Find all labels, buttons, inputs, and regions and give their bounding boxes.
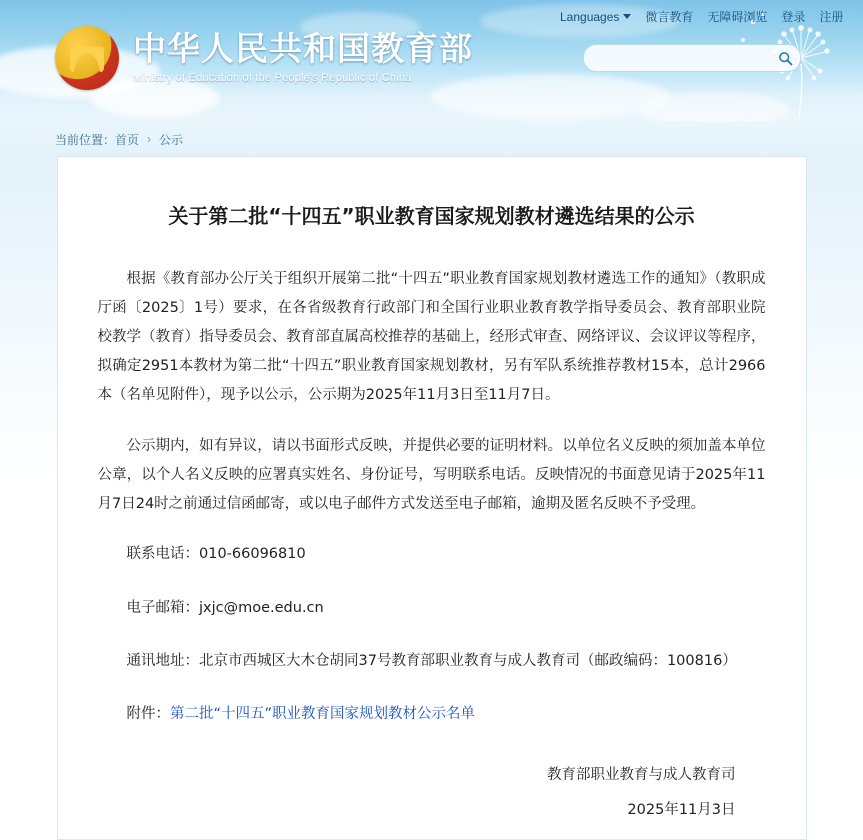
- languages-label: Languages: [560, 9, 620, 24]
- attachment-link[interactable]: 第二批“十四五”职业教育国家规划教材公示名单: [170, 705, 476, 722]
- article-container: [57, 156, 807, 840]
- search-icon[interactable]: [772, 46, 798, 70]
- breadcrumb-item-home[interactable]: 首页: [115, 132, 140, 147]
- breadcrumb: [0, 122, 863, 156]
- contact-address-label: 通讯地址：: [126, 653, 199, 670]
- search-input[interactable]: [584, 47, 772, 69]
- attachment-row: [98, 702, 766, 723]
- publish-date: 2025年11月3日: [627, 801, 736, 818]
- page-title: 关于第二批“十四五”职业教育国家规划教材遴选结果的公示: [168, 204, 695, 228]
- page-background: [0, 156, 863, 818]
- signature: 教育部职业教育与成人教育司: [547, 766, 736, 783]
- attachment-label: 附件：: [126, 705, 170, 722]
- contact-email-label: 电子邮箱：: [126, 599, 199, 616]
- national-emblem-icon: [55, 26, 119, 90]
- contact-address-value: 北京市西城区大木仓胡同37号教育部职业教育与成人教育司（邮政编码：100816）: [199, 653, 737, 670]
- languages-menu[interactable]: [560, 10, 631, 24]
- contact-phone-value: 010-66096810: [199, 546, 306, 562]
- top-navigation: [560, 8, 843, 25]
- article-paragraph-1: 根据《教育部办公厅关于组织开展第二批“十四五”职业教育国家规划教材遴选工作的通知》（教职成厅函〔2025〕1号）要求，在各省级教育行政部门和全国行业职业教育教学指导委员会、教育部职业院校教学（教育）指导委员会、教育部直属高校推荐的基础上，经形式审查、网络评议、会议评议等程序，拟确定2951本教材为第二批“十四五”职业教育国家规划教材，另有军队系统推荐教材15本，总计2966本（名单见附件），现予以公示，公示期为2025年11月3日至11月7日。: [97, 271, 766, 403]
- breadcrumb-item-notice[interactable]: 公示: [159, 132, 184, 147]
- site-title-cn: 中华人民共和国教育部: [133, 29, 473, 68]
- site-title: [133, 29, 473, 84]
- site-header: [0, 0, 863, 122]
- nav-item-login[interactable]: 登录: [781, 10, 806, 24]
- breadcrumb-prefix: 当前位置：: [55, 132, 116, 147]
- search-box[interactable]: [583, 44, 801, 72]
- contact-phone-label: 联系电话：: [126, 546, 199, 562]
- site-logo[interactable]: [55, 26, 473, 90]
- contact-phone: [98, 541, 766, 569]
- nav-item-weiyan-jiaoyu[interactable]: 微言教育: [645, 10, 694, 24]
- article-paragraph-2: 公示期内，如有异议，请以书面形式反映，并提供必要的证明材料。以单位名义反映的须加盖本单位公章，以个人名义反映的应署真实姓名、身份证号，写明联系电话。反映情况的书面意见请于2025年11月7日24时之前通过信函邮寄，或以电子邮件方式发送至电子邮箱，逾期及匿名反映不予受理。: [97, 438, 766, 512]
- site-title-en: Ministry of Education of the People's Republic of China: [133, 72, 412, 84]
- contact-email-value: jxjc@moe.edu.cn: [199, 599, 324, 616]
- contact-address: [98, 648, 766, 676]
- contact-email: [98, 595, 766, 623]
- breadcrumb-separator-icon: ›: [147, 132, 152, 146]
- chevron-down-icon: [623, 14, 631, 19]
- nav-item-register[interactable]: 注册: [819, 10, 844, 24]
- nav-item-accessibility[interactable]: 无障碍浏览: [707, 10, 768, 24]
